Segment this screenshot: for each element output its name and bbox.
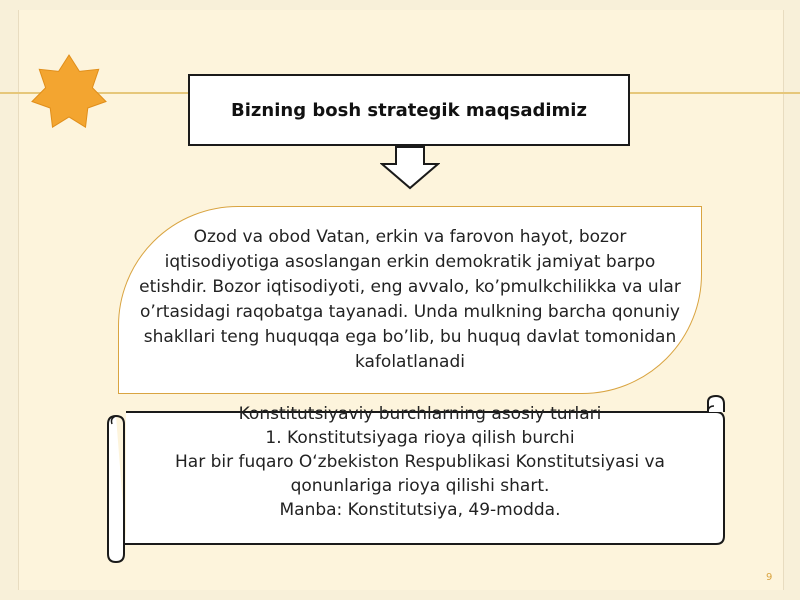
goal-text: Ozod va obod Vatan, erkin va farovon hayot, bozor iqtisodiyotiga asoslangan erkin demokratik jamiyat barpo etishdir. Bozor iqtisodiyoti, eng avvalo, ko’pmulkchilikka va ular o’rtasidagi raqobatga tayanadi. Unda mulkning barcha qonuniy shakllari teng huquqqa ega bo’lib, bu huquq davlat tomonidan kafolatlanadi [139,227,681,372]
page-title: Bizning bosh strategik maqsadimiz [231,99,587,121]
page-number: 9 [766,572,773,583]
scroll-source: Manba: Konstitutsiya, 49-modda. [279,500,561,520]
arrow-down-icon [380,146,440,190]
scroll-content [128,402,712,542]
scroll-body: Har bir fuqaro O‘zbekiston Respublikasi Konstitutsiyasi va qonunlariga rioya qilishi shart. [175,452,665,496]
scroll-item: 1. Konstitutsiyaga rioya qilish burchi [265,428,575,448]
scroll-heading: Konstitutsiyaviy burchlarning asosiy turlari [238,404,602,424]
title-box [188,74,630,146]
goal-box [118,206,702,394]
star-icon [28,52,110,134]
